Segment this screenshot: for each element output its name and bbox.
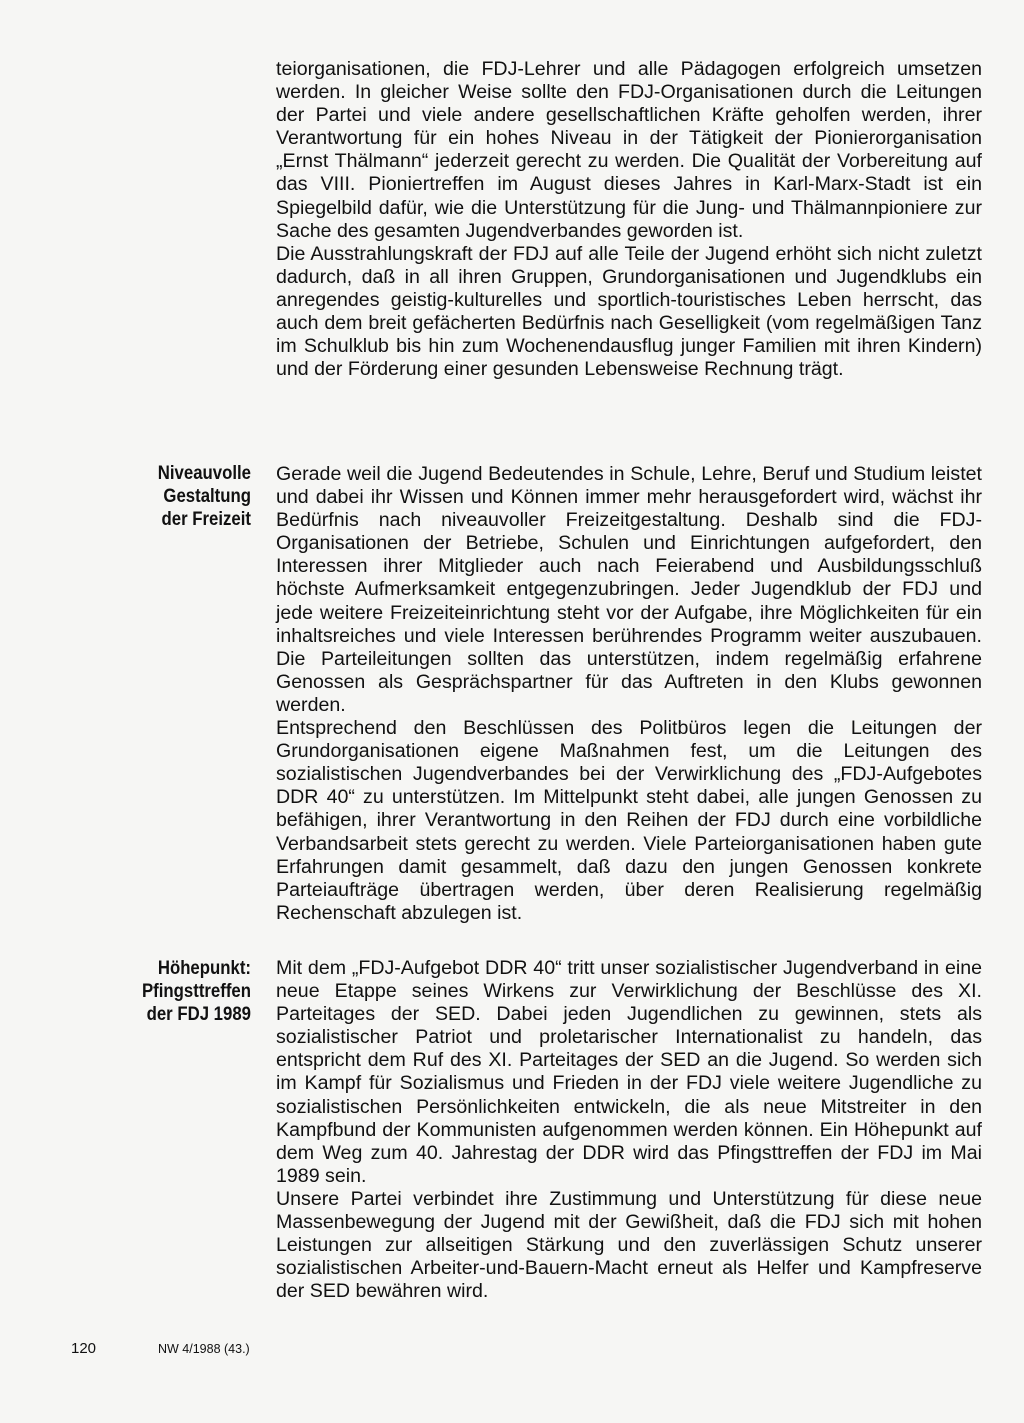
intro-paragraph: teiorganisationen, die FDJ-Lehrer und alle Pädagogen erfolgreich umsetzen werden. In gleicher Weise sollte den FDJ-Organisationen durch die Leitungen der Partei und viele andere gesellschaftlichen Kräfte geholfen werden, ihrer Verantwortung für ein hohes Niveau in der Tätigkeit der Pionierorganisation „Ernst Thälmann“ jederzeit gerecht zu werden. Die Qualität der Vorbereitung auf das VIII. Pioniertreffen im August dieses Jahres in Karl-Marx-Stadt ist ein Spiegelbild dafür, wie die Unterstützung für die Jung- und Thälmannpioniere zur Sache des gesamten Jugendverbandes geworden ist. — [276, 58, 982, 242]
pfingsttreffen-paragraph: Mit dem „FDJ-Aufgebot DDR 40“ tritt unser sozialistischer Jugendverband in eine neue Etappe seines Wirkens zur Verwirklichung der Beschlüsse des XI. Parteitages der SED. Dabei jeden Jugendlichen zu gewinnen, stets als sozialistischer Patriot und proletarischer Internationalist zu handeln, das entspricht dem Ruf des XI. Parteitages der SED an die Jugend. So werden sich im Kampf für Sozialismus und Frieden in der FDJ viele weitere Jugendliche zu sozialistischen Persönlichkeiten entwickeln, die als neue Mitstreiter in den Kampfbund der Kommunisten aufgenommen werden können. Ein Höhepunkt auf dem Weg zum 40. Jahrestag der DDR wird das Pfingsttreffen der FDJ im Mai 1989 sein. — [276, 957, 982, 1187]
pfingsttreffen-paragraph: Unsere Partei verbindet ihre Zustimmung und Unterstützung für diese neue Massenbewegung der Jugend mit der Gewißheit, daß die FDJ sich mit hohen Leistungen zur allseitigen Stärkung und den zuverlässigen Schutz unserer sozialistischen Arbeiter-und-Bauern-Macht erneut als Helfer und Kampfreserve der SED bewähren wird. — [276, 1187, 982, 1303]
intro-section — [276, 58, 982, 381]
side-heading-line: der Freizeit — [161, 508, 251, 530]
side-heading-line: Gestaltung — [163, 485, 251, 507]
freizeit-paragraph: Gerade weil die Jugend Bedeutendes in Schule, Lehre, Beruf und Studium leistet und dabei ihr Wissen und Können immer mehr herausgefordert wird, wächst ihr Bedürfnis nach niveauvoller Freizeitgestaltung. Deshalb sind die FDJ-Organisationen der Betriebe, Schulen und Einrichtungen aufgefordert, den Interessen ihrer Mitglieder auch nach Feierabend und Ausbildungsschluß höchste Aufmerksamkeit entgegenzubringen. Jeder Jugendklub der FDJ und jede weitere Freizeiteinrichtung steht vor der Aufgabe, ihre Möglichkeiten für ein inhaltsreiches und viele Interessen berührendes Programm weiter auszubauen. Die Parteileitungen sollten das unterstützen, indem regelmäßig erfahrene Genossen als Gesprächspartner für das Auftreten in den Klubs gewonnen werden. — [276, 463, 982, 716]
side-heading-freizeit — [122, 462, 251, 531]
journal-reference: NW 4/1988 (43.) — [158, 1342, 250, 1356]
intro-paragraph: Die Ausstrahlungskraft der FDJ auf alle Teile der Jugend erhöht sich nicht zuletzt dadurch, daß in all ihren Gruppen, Grundorganisationen und Jugendklubs ein anregendes geistig-kulturelles und sportlich-touristisches Leben herrscht, das auch dem breit gefächerten Bedürfnis nach Geselligkeit (vom regelmäßigen Tanz im Schulklub bis hin zum Wochenendausflug junger Familien mit ihren Kindern) und der Förderung einer gesunden Lebensweise Rechnung trägt. — [276, 242, 982, 381]
side-heading-pfingsttreffen — [122, 957, 251, 1026]
pfingsttreffen-section — [276, 957, 982, 1303]
side-heading-line: Pfingsttreffen — [141, 980, 251, 1002]
freizeit-section — [276, 463, 982, 925]
side-heading-line: Höhepunkt: — [157, 957, 251, 979]
page-number: 120 — [71, 1340, 97, 1357]
freizeit-paragraph: Entsprechend den Beschlüssen des Politbüros legen die Leitungen der Grundorganisationen eigene Maßnahmen fest, um die Leitungen des sozialistischen Jugendverbandes bei der Verwirklichung des „FDJ-Aufgebotes DDR 40“ zu unterstützen. Im Mittelpunkt steht dabei, alle jungen Genossen zu befähigen, ihrer Verantwortung in den Reihen der FDJ durch eine vorbildliche Verbandsarbeit stets gerecht zu werden. Viele Parteiorganisationen haben gute Erfahrungen damit gesammelt, daß dazu den jungen Genossen konkrete Parteiaufträge übertragen werden, über deren Realisierung regelmäßig Rechenschaft abzulegen ist. — [276, 717, 982, 924]
side-heading-line: Niveauvolle — [157, 462, 251, 484]
side-heading-line: der FDJ 1989 — [146, 1003, 251, 1025]
